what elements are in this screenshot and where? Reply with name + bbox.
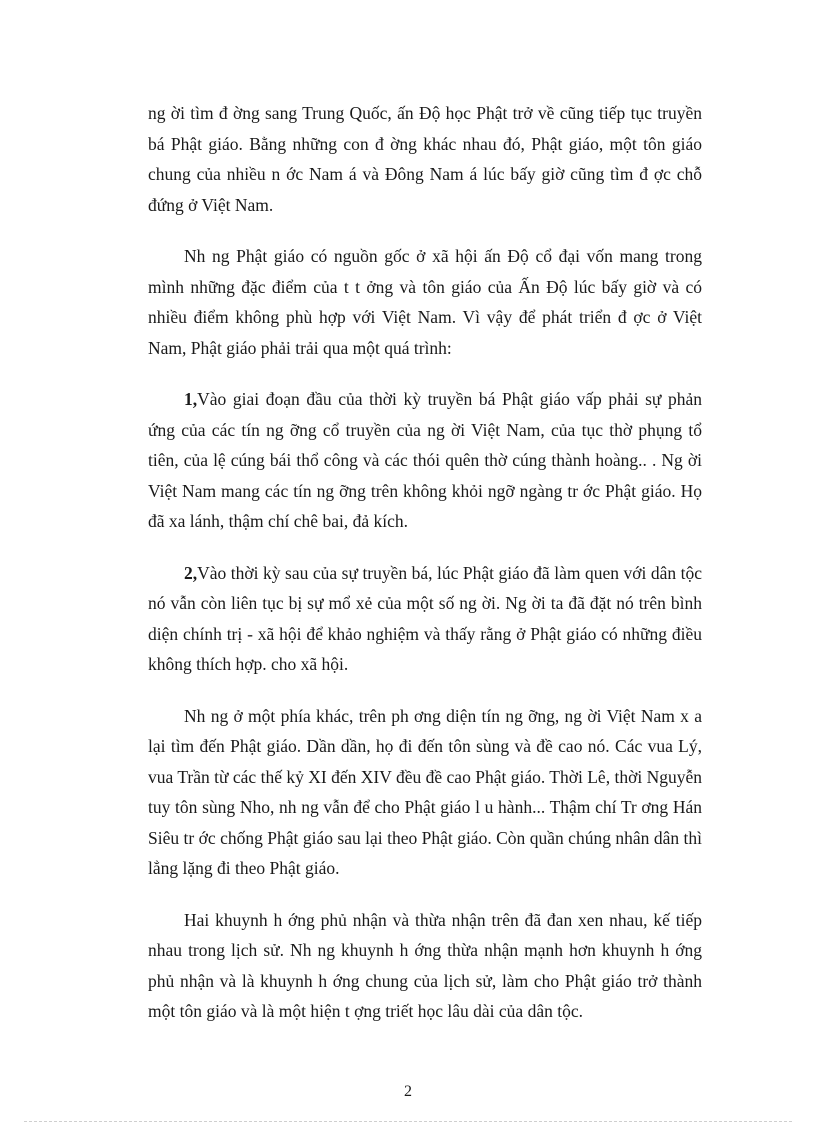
paragraph-3 (148, 384, 702, 537)
page-number: 2 (404, 1083, 412, 1100)
list-number-1: 1, (184, 389, 198, 409)
list-text-1: Vào giai đoạn đầu của thời kỳ truyền bá Phật giáo vấp phải sự phản ứng của các tín ng ỡng cổ truyền của ng ời Việt Nam, của tục thờ phụng tổ tiên, của lệ cúng bái thổ công và các thói quên thờ cúng thành hoàng.. . Ng ời Việt Nam mang các tín ng ỡng trên không khỏi ngỡ ngàng tr ớc Phật giáo. Họ đã xa lánh, thậm chí chê bai, đả kích. (148, 389, 702, 531)
paragraph-5: Nh ng ở một phía khác, trên ph ơng diện tín ng ỡng, ng ời Việt Nam x a lại tìm đến Phật giáo. Dần dần, họ đi đến tôn sùng và đề cao nó. Các vua Lý, vua Trần từ các thế kỷ XI đến XIV đều đề cao Phật giáo. Thời Lê, thời Nguyễn tuy tôn sùng Nho, nh ng vẫn để cho Phật giáo l u hành... Thậm chí Tr ơng Hán Siêu tr ớc chống Phật giáo sau lại theo Phật giáo. Còn quần chúng nhân dân thì lẳng lặng đi theo Phật giáo. (148, 705, 702, 878)
paragraph-2: Nh ng Phật giáo có nguồn gốc ở xã hội ấn Độ cổ đại vốn mang trong mình những đặc điểm của t t ởng và tôn giáo của Ấn Độ lúc bấy giờ và có nhiều điểm không phù hợp với Việt Nam. Vì vậy để phát triển đ ợc ở Việt Nam, Phật giáo phải trải qua một quá trình: (148, 246, 702, 358)
paragraph-4 (148, 558, 702, 680)
list-number-2: 2, (184, 562, 198, 583)
list-text-2: Vào thời kỳ sau của sự truyền bá, lúc Phật giáo đã làm quen với dân tộc nó vẫn còn liên tục bị sự mổ xẻ của một số ng ời. Ng ời ta đã đặt nó trên bình diện chính trị - xã hội để khảo nghiệm và thấy rằng ở Phật giáo có những điều không thích hợp. cho xã hội. (148, 562, 702, 674)
paragraph-1: ng ời tìm đ ờng sang Trung Quốc, ấn Độ học Phật trở về cũng tiếp tục truyền bá Phật giáo. Bằng những con đ ờng khác nhau đó, Phật giáo, một tôn giáo chung của nhiều n ớc Nam á và Đông Nam á lúc bấy giờ cũng tìm đ ợc chỗ đứng ở Việt Nam. (148, 103, 702, 215)
document-body (148, 98, 702, 1048)
paragraph-6: Hai khuynh h ớng phủ nhận và thừa nhận trên đã đan xen nhau, kế tiếp nhau trong lịch sử. Nh ng khuynh h ớng thừa nhận mạnh hơn khuynh h ớng phủ nhận và là khuynh h ớng chung của lịch sử, làm cho Phật giáo trở thành một tôn giáo và là một hiện t ợng triết học lâu dài của dân tộc. (148, 909, 702, 1021)
page-bottom-divider (24, 1121, 792, 1122)
